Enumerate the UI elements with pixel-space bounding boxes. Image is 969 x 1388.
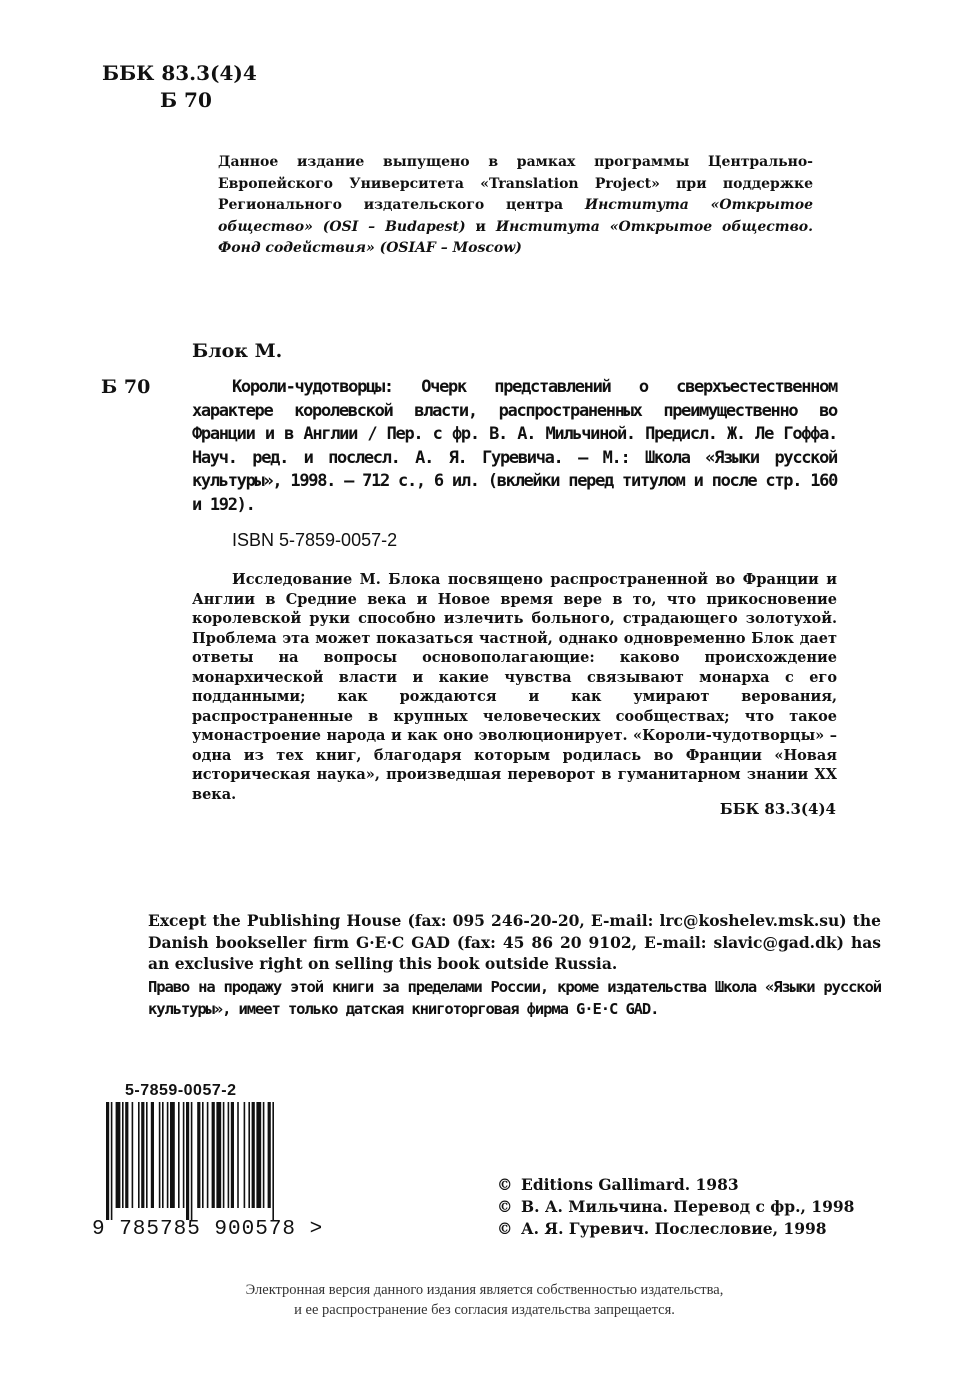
copyright-symbol: © [497,1175,513,1194]
copyright-text: А. Я. Гуревич. Послесловие, 1998 [521,1219,827,1238]
index-mark: Б 70 [101,376,151,398]
barcode [92,1082,332,1247]
author-mark: Б 70 [160,88,212,112]
bibliographic-entry: Короли-чудотворцы: Очерк представлений о сверхъестественном характере королевской власти, распространенных преимущественно во Франции и в Англии / Пер. с фр. В. А. Мильчиной. Предисл. Ж. Ле Гоффа. Науч. ред. и послесл. А. Я. Гуревича. – М.: Школа «Языки русской культуры», 1998. – 712 с., 6 ил. (вклейки перед титулом и после стр. 160 и 192). [192,377,837,515]
copyright-line [497,1174,854,1196]
barcode-bars-icon [106,1102,320,1220]
footer-line-2: и ее распространение без согласия издательства запрещается. [294,1302,675,1318]
bbk-code: ББК 83.3(4)4 [102,61,257,85]
barcode-ean-text: 9 785785 900578 > [92,1218,324,1241]
barcode-isbn-text: 5-7859-0057-2 [125,1082,237,1099]
sponsor-italic-2: Института «Открытое общество. Фонд содействия» (OSIAF – Moscow) [218,218,814,256]
electronic-version-notice [0,1280,969,1320]
sponsor-italic-1: Института «Открытое общество» (OSI – Budapest) [218,197,813,235]
copyright-text: Editions Gallimard. 1983 [521,1175,739,1194]
isbn: ISBN 5-7859-0057-2 [232,530,398,550]
copyright-symbol: © [497,1197,513,1216]
rights-russian: Право на продажу этой книги за пределами России, кроме издательства Школа «Языки русской культуры», имеет только датская книготорговая фирма G·E·C GAD. [148,978,881,1018]
sponsor-text-1: Данное издание выпущено в рамках программы Центрально-Европейского Университета «Translation Project» при поддержке Регионального издательского центра [218,154,813,213]
copyright-symbol: © [497,1219,513,1238]
bbk-bottom: ББК 83.3(4)4 [719,800,836,818]
author-name: Блок М. [192,340,283,362]
copyright-text: В. А. Мильчина. Перевод с фр., 1998 [521,1197,855,1216]
copyright-line [497,1196,854,1218]
rights-english: Except the Publishing House (fax: 095 246-20-20, E-mail: lrc@koshelev.msk.su) the Danish bookseller firm G·E·C GAD (fax: 45 86 20 9102, E-mail: slavic@gad.dk) has an exclusive right on selling this book outside Russia. [148,911,881,973]
copyright-line [497,1218,854,1240]
bbk-header [102,60,257,114]
footer-line-1: Электронная версия данного издания является собственностью издательства, [245,1282,724,1298]
copyright-block [497,1174,854,1240]
sponsor-note [218,152,813,260]
sponsor-text-2: и [465,218,496,235]
abstract: Исследование М. Блока посвящено распространенной во Франции и Англии в Средние века и Новое время вере в то, что прикосновение королевской руки способно излечить больного, страдающего золотухой. Проблема эта может показаться частной, однако одновременно Блок дает ответы на вопросы основополагающие: каково происхождение монархической власти и какие чувства связывают монарха с его подданными; как рождаются и как умирают верования, распространенные в крупных человеческих сообществах; что такое умонастроение народа и как оно эволюционирует. «Короли-чудотворцы» – одна из тех книг, благодаря которым родилась во Франции «Новая историческая наука», произведшая переворот в гуманитарном знании XX века. [192,571,837,803]
